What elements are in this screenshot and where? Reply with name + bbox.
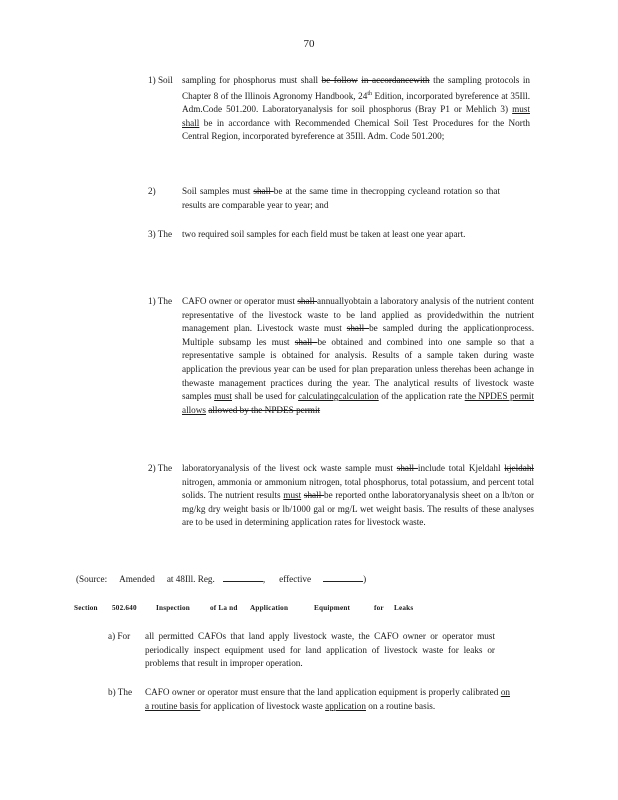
effective-blank [323,572,363,582]
soil-item-2 [182,185,500,212]
source-close: ) [363,574,367,584]
source-comma: , [262,574,266,584]
inserted-text: calculatingcalculation [298,391,379,402]
soil-item-3: two required soil samples for each field must be taken at least one year apart. [182,229,466,239]
section-title-5: for [374,604,384,612]
source-effective: effective [279,574,312,584]
inserted-text: must shall [182,104,530,128]
section-title-4: Equipment [314,604,351,612]
section-title-2: of La nd [210,604,238,612]
manure-item-2-text-d: be reported onthe laboratoryanalysis sheet on a lb/ton or mg/kg dry weight basis or lb/1000 gal or mg/L wet weight basis. The results of these analyses are to be used in determining application rates for livestock waste. [182,490,534,528]
deleted-text: shall [294,336,318,347]
manure-item-1-label: 1) The [148,296,173,306]
deleted-text: shall [253,186,274,196]
inserted-text: the NPDES permit allows [182,391,535,415]
soil-item-2-text-b: be at the same time in thecropping cycleand rotation so that results are comparable year to year; and [182,186,500,210]
section-item-b-text-a: CAFO owner or operator must ensure that the land application equipment is properly calibrated [145,687,501,697]
manure-item-2-text-c: nitrogen, ammonia or ammonium nitrogen, total phosphorus, total potassium, and percent total solids. The nutrient results [182,476,534,501]
source-register: at 48Ill. Reg. [166,574,215,584]
manure-item-2-text-a: laboratoryanalysis of the livest ock waste sample must [182,463,397,473]
section-item-a: all permitted CAFOs that land apply livestock waste, the CAFO owner or operator must periodically inspect equipment used for land application of livestock waste for leaks or problems that result in improper operation. [145,631,495,669]
superscript: th [367,90,372,97]
section-title-6: Leaks [394,604,414,612]
manure-item-1-text-b: annuallyobtain a laboratory analysis of the nutrient content representative of the livestock waste to be land applied as providedwithin the nutrient management plan. Livestock waste must [182,296,534,334]
soil-item-1-text-c: Edition, incorporated byreference at 35Ill. Adm.Code 501.200. Laboratoryanalysis for soil phosphorus (Bray P1 or Mehlich 3) [182,90,530,115]
manure-item-2-text-b: include total Kjeldahl [417,463,505,473]
source-amended: Amended [119,574,155,584]
manure-item-1-text-f: of the application rate [378,391,465,402]
page-number: 70 [303,38,315,50]
manure-item-1-text-e: shall be used for [231,391,299,402]
soil-item-1 [182,74,530,144]
section-item-b [145,686,510,713]
manure-item-1-text-d: be obtained and combined into one sample so that a representative sample is obtained for analysis. Results of a sample taken during waste application the previous year can be used for plan preparation unless therehas been achange in thewaste management practices during the year. The analytical results of livestock waste samples [182,336,534,402]
manure-item-1 [182,295,534,417]
soil-item-1-label: 1) Soil [148,75,173,85]
inserted-text: must [283,490,302,501]
manure-item-1-text-c: be sampled during the applicationprocess. Multiple subsamp les must [182,323,534,347]
soil-item-1-text-d: be in accordance with Recommended Chemical Soil Test Procedures for the North Central Region, incorporated byreference at 35Ill. Adm. Code 501.200; [182,117,530,142]
inserted-text: on a routine basis [145,687,510,711]
manure-item-2-label: 2) The [148,463,173,473]
manure-item-1-text-a: CAFO owner or operator must [182,296,298,306]
deleted-text: allowed by the NPDES permit [208,404,321,415]
soil-item-2-text-a: Soil samples must [182,186,254,196]
deleted-text: shall [346,323,370,334]
soil-item-3-label: 3) The [148,229,173,239]
soil-item-1-text-b: the sampling protocols in Chapter 8 of the Illinois Agronomy Handbook, 24 [182,75,530,101]
manure-item-2 [182,462,534,530]
inserted-text: must [214,391,232,402]
section-title-1: Inspection [156,604,190,612]
source-open: (Source: [76,574,108,584]
section-title-3: Application [250,604,289,612]
deleted-text: be follow [321,75,358,85]
soil-item-2-label: 2) [148,186,156,196]
deleted-text: kjeldahl [504,463,534,473]
source-note [76,572,366,587]
soil-item-1-text-a: sampling for phosphorus must shall [182,75,322,85]
deleted-text: in accordancewith [361,75,430,85]
section-code: 502.640 [112,604,137,612]
section-item-b-label: b) The [108,687,133,697]
inserted-text: application [325,700,366,711]
deleted-text: shall [396,463,418,473]
deleted-text: shall [303,490,324,501]
section-label: Section [74,604,98,612]
section-item-b-text-b: for application of livestock waste [200,700,326,711]
register-blank [223,572,266,584]
section-item-a-label: a) For [108,631,131,641]
section-item-b-text-c: on a routine basis. [365,700,436,711]
section-heading [74,604,413,612]
deleted-text: shall [297,296,318,306]
